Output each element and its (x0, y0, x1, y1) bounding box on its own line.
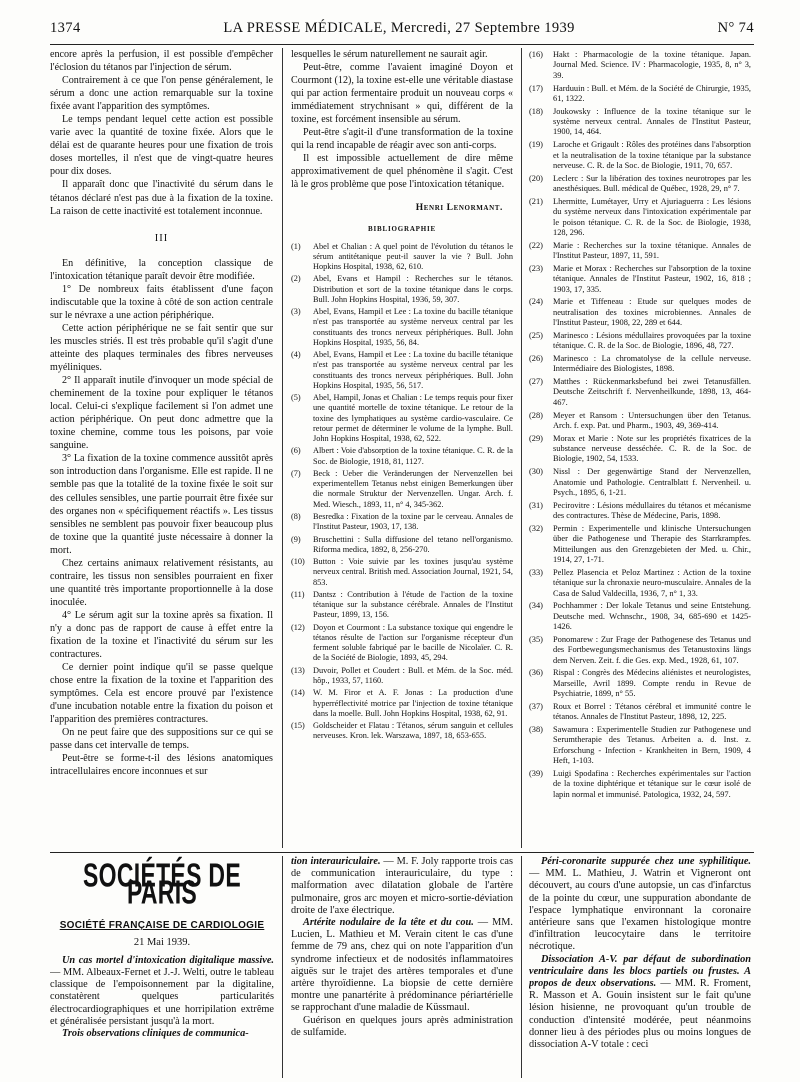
bibliography-entry (291, 721, 513, 741)
reference-text: Abel, Evans et Hampil : Recherches sur le tétanos. Distribution et sort de la toxine tétanique dans le corps. Bull. John Hopkins Hospital, 1936, 59, 307. (313, 274, 513, 304)
reference-text: Hakt : Pharmacologie de la toxine tétanique. Japan. Journal Med. Science. IV : Pharmacologie, 1935, 8, n° 3, 39. (553, 50, 751, 80)
paragraph: Il est impossible actuellement de dire même approximativement de quel phénomène il s'agit. C'est là le gros problème que pose l'intoxication tétanique. (291, 153, 513, 191)
paragraph: On ne peut faire que des suppositions sur ce qui se passe dans cet intervalle de temps. (50, 727, 273, 752)
column-rule (521, 856, 522, 1078)
reference-text: Nissl : Der gegenwärtige Stand der Nervenzellen, Anatomie und Pathologie. Centralblatt f. Nervenheil. u. Psych., 1895, 6, 1-21. (553, 467, 751, 497)
article-column-2 (291, 48, 513, 848)
reference-number: (30) (529, 467, 543, 477)
bibliography-entry (529, 107, 751, 138)
bibliography-entry (529, 411, 751, 432)
societes-title: SOCIÉTÉS DE PARIS (83, 856, 241, 912)
paragraph: Cette action périphérique ne se fait sentir que sur les muscles striés. Il est très probable qu'il s'agit d'une atteinte des plaques terminales des fibres nerveuses myéliniques. (50, 322, 273, 374)
reference-number: (21) (529, 196, 543, 206)
bibliography-entry (529, 501, 751, 522)
paragraph: Ce dernier point indique qu'il se passe quelque chose entre la fixation de la toxine et l'apparition des symptômes. Cela est encore prouvé par l'existence d'une incubation notable entre la fixation du poison et l'apparition des premières contractures. (50, 662, 273, 726)
header-rule (50, 44, 754, 45)
bibliography-entry (529, 668, 751, 699)
section-rule (50, 852, 754, 853)
reference-number: (37) (529, 701, 543, 711)
reference-text: Besredka : Fixation de la toxine par le cerveau. Annales de l'Institut Pasteur, 1903, 17, 138. (313, 512, 513, 532)
bibliography-entry (529, 140, 751, 171)
reference-number: (25) (529, 330, 543, 340)
bibliography-entry (291, 469, 513, 510)
reference-number: (35) (529, 634, 543, 644)
reference-text: Abel, Hampil, Jonas et Chalian : Le temps requis pour fixer une quantité mortelle de toxine tétanique. Le retour de la toxine des lymphatiques au système cardio-vasculaire. Ce retour permet de déterminer le volume de la lymphe. Bull. John Hopkins Hospital, 1938, 62, 522. (313, 393, 513, 444)
reference-number: (1) (291, 241, 301, 251)
bibliography-column-3 (529, 50, 751, 848)
reference-text: Dantsz : Contribution à l'étude de l'action de la toxine tétanique sur la substance cérébrale. Annales de l'Institut Pasteur, 1899, 13, 156. (313, 589, 513, 620)
paragraph: Contrairement à ce que l'on pense généralement, le sérum a donc une action remarquable sur la toxine fixée avant l'apparition des symptômes. (50, 75, 273, 113)
reference-text: Goldscheider et Flatau : Tétanos, sérum sanguin et cellules nerveuses. Kron. lek. Warszawa, 1897, 18, 653-655. (313, 721, 513, 741)
societes-column-1 (50, 856, 274, 1076)
reference-number: (34) (529, 601, 543, 611)
article-column-1 (50, 48, 273, 863)
bibliography-entry (291, 242, 513, 273)
reference-number: (3) (291, 307, 301, 317)
paragraph: Le temps pendant lequel cette action est possible varie avec la quantité de toxine fixée. Alors que le délai est de quarante heures pour une fixation de trois doses mortelles, il n'est que de vingt-quatre heures pour dix doses. (50, 114, 273, 178)
bibliography-entry (529, 174, 751, 195)
communication-2: tion interauriculaire. — M. F. Joly rapporte trois cas de communication interauriculaire, du type : malformation avec dilatation globale de l'artère pulmonaire, gros arc moyen et micro-sortie-déviation droite de l'axe électrique. (291, 856, 513, 916)
bibliography-entry (529, 601, 751, 632)
reference-text: Roux et Borrel : Tétanos cérébral et immunité contre le tétanos. Annales de l'Institut Pasteur, 1898, 12, 225. (553, 701, 751, 722)
reference-number: (11) (291, 589, 305, 599)
paragraph: Peut-être se forme-t-il des lésions anatomiques intracellulaires encore inconnues et sur (50, 753, 273, 778)
reference-number: (2) (291, 274, 301, 284)
reference-text: Joukowsky : Influence de la toxine tétanique sur le système nerveux central. Annales de l'Institut Pasteur, 1900, 14, 464. (553, 106, 751, 137)
reference-text: Marinesco : Lésions médullaires provoquées par la toxine tétanique. C. R. de la Soc. de Biologie, 1896, 48, 727. (553, 330, 751, 351)
paragraph: En définitive, la conception classique de l'intoxication tétanique paraît devoir être modifiée. (50, 257, 273, 282)
reference-text: Pellez Plasencia et Peloz Martinez : Action de la toxine tétanique sur la chronaxie neuro-musculaire. Annales de la Casa de Salud Valdecilla, 1936, 7, n° 1, 33. (553, 567, 751, 598)
bibliography-entry (529, 197, 751, 239)
reference-text: Bruschettini : Sulla diffusione del tetano nell'organismo. Riforma medica, 1892, 8, 256-270. (313, 534, 513, 554)
reference-text: Laroche et Grigault : Rôles des protéines dans l'absorption et la neutralisation de la toxine tétanique par la substance nerveuse. C. R. de la Soc. de Biologie, 1911, 70, 657. (553, 140, 751, 170)
reference-text: Abel, Evans, Hampil et Lee : La toxine du bacille tétanique n'est pas transportée au système nerveux central par les constituants des troncs nerveux périphériques. Bull. John Hopkins Hospital, 1935, 56, 517. (313, 350, 513, 390)
reference-text: Abel et Chalian : A quel point de l'évolution du tétanos le sérum antitétanique peut-il sauver la vie ? Bull. John Hopkins Hospital, 1938, 62, 610. (313, 241, 513, 272)
reference-number: (38) (529, 724, 543, 734)
paragraph: 2° Il apparaît inutile d'invoquer un mode spécial de cheminement de la toxine pour expliquer le tétanos local. Celui-ci s'explique facilement si l'on admet une action périphérique. On peut donc admettre que la toxine chemine, comme tous les poisons, par voie sanguine. (50, 375, 273, 452)
bibliography-entry (529, 84, 751, 105)
bibliography-entry (529, 524, 751, 566)
reference-text: Beck : Ueber die Veränderungen der Nervenzellen bei experimentellem Tetanus nebst einigen Bemerkungen über die normale Struktur der Nervenzellen. Ungar. Arch. f. Med. Wiesch., 1893, 11, n° 4, 345-362. (313, 469, 513, 509)
issue-number: N° 74 (717, 20, 754, 36)
reference-text: Luigi Spodafina : Recherches expérimentales sur l'action de la toxine diphtérique et tétanique sur le cœur isolé de lapin normal et immunisé. Patologica, 1932, 24, 597. (553, 768, 751, 799)
reference-text: Matthes : Rückenmarksbefund bei zwei Tetanusfällen. Deutsche Zeitschrift f. Nervenheilkunde, 1898, 13, 464-467. (553, 377, 751, 407)
bibliography-entry (291, 350, 513, 391)
bibliography-entry (529, 467, 751, 498)
bibliography-entry (291, 623, 513, 664)
paragraph: Peut-être, comme l'avaient imaginé Doyon et Courmont (12), la toxine est-elle une véritable diastase qui par action fermentaire produit un nouveau corps « immédiatement strychnisant » qui, différent de la toxine, est forcément insensible au sérum. (291, 62, 513, 126)
reference-number: (22) (529, 240, 543, 250)
reference-number: (17) (529, 83, 543, 93)
paragraph: Chez certains animaux relativement résistants, au contraire, les tissus non sensibles pourraient en fixer une quantité très importante proportionnelle à la dose inoculée. (50, 557, 273, 608)
communication-3: Artérite nodulaire de la tête et du cou. — MM. Lucien, L. Mathieu et M. Verain citent le cas d'une femme de 79 ans, chez qui on note l'apparition d'un syndrome infectieux et de nodosités inflammatoires aiguës sur le trajet des artères temporales et d'une artère thyroïdienne. La biopsie de cette dernière montre une panartérite à prédominance périartérielle se rapprochant d'une maladie de Küssmaul. (291, 917, 513, 1014)
reference-number: (12) (291, 622, 305, 632)
bibliography-entry (291, 688, 513, 719)
bibliography-entry (529, 331, 751, 352)
reference-number: (39) (529, 768, 543, 778)
reference-number: (5) (291, 393, 301, 403)
bibliography-entry (291, 535, 513, 555)
reference-number: (15) (291, 721, 305, 731)
reference-number: (23) (529, 263, 543, 273)
bibliography-entry (529, 769, 751, 800)
paragraph: encore après la perfusion, il est possible d'empêcher l'éclosion du tétanos par l'injection de sérum. (50, 49, 273, 74)
reference-number: (26) (529, 353, 543, 363)
reference-text: Permin : Experimentelle und klinische Untersuchungen über die Pathogenese und Therapie des Starrkrampfes. Mitteilungen aus den Grenzgebieten der Med. u. Chir., 1914, 27, 1-71. (553, 523, 751, 565)
reference-number: (6) (291, 446, 301, 456)
reference-number: (27) (529, 377, 543, 387)
reference-text: Marie et Tiffeneau : Etude sur quelques modes de neutralisation des toxines microbiennes. Annales de l'Institut Pasteur, 1908, 22, 289 et 644. (553, 297, 751, 328)
reference-number: (36) (529, 668, 543, 678)
bibliography-entry (529, 702, 751, 723)
society-name: SOCIÉTÉ FRANÇAISE DE CARDIOLOGIE (59, 920, 265, 932)
communication-4: Péri-coronarite suppurée chez une syphilitique. — MM. L. Mathieu, J. Watrin et Vigneront ont découvert, au cours d'une autopsie, un cas d'infarctus de la pointe du cœur, une suppuration abondante de l'espace lymphatique environnant la coronaire antérieure sans que l'examen histologique montre d'infiltration leucocytaire dans le territoire nécrotique. (529, 856, 751, 953)
bibliography-entry (291, 307, 513, 348)
reference-text: Rispal : Congrès des Médecins aliénistes et neurologistes, Marseille, Avril 1899. Compte rendu in Revue de Psychiatrie, 1899, n° 55. (553, 668, 751, 699)
bibliography-entry (291, 590, 513, 621)
reference-text: Lhermitte, Lumétayer, Urry et Ajuriaguerra : Les lésions du système nerveux dans l'intoxication expérimentale par le poison tétanique. C. R. de la Soc. de Biologie, 1938, 128, 296. (553, 196, 751, 237)
paragraph: lesquelles le sérum naturellement ne saurait agir. (291, 49, 488, 60)
bibliography-entry (529, 568, 751, 599)
reference-number: (24) (529, 297, 543, 307)
paragraph: Peut-être s'agit-il d'une transformation de la toxine qui la rend incapable de réagir avec son anti-corps. (291, 127, 513, 152)
reference-text: Pochhammer : Der lokale Tetanus und seine Entstehung. Deutsche med. Wchnschr., 1908, 34, 685-690 et 1425-1426. (553, 601, 751, 632)
column-rule (282, 48, 283, 848)
bibliography-entry (291, 512, 513, 532)
bibliography-entry (529, 50, 751, 81)
session-date: 21 Mai 1939. (133, 936, 191, 948)
paragraph: 3° La fixation de la toxine commence aussitôt après son introduction dans l'organisme. Elle est rapide. Il ne semble pas que la totalité de la toxine fixée le soit sur des cellules sensibles, une partie pourrait être fixée sur des organes non « spécifiquement réactifs ». Les tissus sensibles ne semblent pas pouvoir fixer beaucoup plus de toxine que la quantité juste nécessaire à donner la mort. (50, 453, 273, 556)
reference-text: Marie et Morax : Recherches sur l'absorption de la toxine tétanique. Annales de l'Institut Pasteur, 1902, 16, 818 ; 1903, 17, 335. (553, 263, 751, 294)
reference-number: (33) (529, 567, 543, 577)
reference-text: Abel, Evans, Hampil et Lee : La toxine du bacille tétanique n'est pas transportée au système nerveux central par les constituants des troncs nerveux périphériques. Bull. John Hopkins Hospital, 1935, 56, 84. (313, 307, 513, 347)
societes-column-2 (291, 856, 513, 1076)
communication-3-conclusion: Guérison en quelques jours après administration de sulfamide. (291, 1014, 513, 1038)
reference-number: (31) (529, 500, 543, 510)
reference-text: Doyon et Courmont : La substance toxique qui engendre le tétanos résulte de l'action sur l'organisme récepteur d'un ferment soluble fabriqué par le bacille de Nicolaïer. C. R. de la Société de Biologie, 1893, 45, 294. (313, 622, 513, 663)
reference-text: Duvoir, Pollet et Coudert : Bull. et Mém. de la Soc. méd. hôp., 1933, 57, 1160. (313, 665, 513, 685)
reference-number: (19) (529, 140, 543, 150)
reference-number: (10) (291, 557, 305, 567)
bibliography-entry (291, 446, 513, 466)
communication-5: Dissociation A-V. par défaut de subordination ventriculaire dans les blocs partiels ou frustes. A propos de deux observations. — MM. R. Froment, R. Masson et A. Gouin insistent sur le fait qu'une lésion hisienne, ne provoquant qu'un trouble de conduction d'intensité modérée, peut néanmoins donner lieu à des périodes plus ou moins longues de dissociation A-V totale : ceci (529, 953, 751, 1051)
bibliography-entry (529, 264, 751, 295)
reference-number: (18) (529, 106, 543, 116)
reference-number: (29) (529, 433, 543, 443)
page-number: 1374 (50, 20, 81, 36)
page-header (50, 20, 754, 42)
column-rule (521, 48, 522, 848)
communication-1: Un cas mortel d'intoxication digitalique massive. — MM. Albeaux-Fernet et J.-J. Welti, outre le tableau classique de l'empoisonnement par la digitaline, constatèrent quelques particularités électrocardiographiques et une horripilation extrême et généralisée persistant jusqu'à la mort. (50, 954, 274, 1027)
author-signature: Henri Lenormant. (415, 202, 503, 213)
bibliography-entry (291, 393, 513, 444)
reference-text: Button : Voie suivie par les toxines jusqu'au système nerveux central. British med. Association Journal, 1921, 54, 853. (313, 557, 513, 587)
reference-text: Morax et Marie : Note sur les propriétés fixatrices de la substance nerveuse desséchée. C. R. de la Soc. de Biologie, 1902, 54, 1533. (553, 433, 751, 464)
bibliography-entry (529, 377, 751, 408)
reference-text: Pecirovitre : Lésions médullaires du tétanos et mécanisme des contractures. Thèse de Médecine, Paris, 1898. (553, 500, 751, 521)
bibliography-entry (529, 725, 751, 767)
reference-text: Ponomarew : Zur Frage der Pathogenese des Tetanus und des Fortbewegungsmechanismus des Tetanustoxins längs dem Nerven. Zeit. f. die Ges. exp. Med., 1928, 61, 107. (553, 634, 751, 665)
reference-number: (13) (291, 665, 305, 675)
bibliography-entry (291, 274, 513, 305)
reference-number: (9) (291, 534, 301, 544)
societes-column-3 (529, 856, 751, 1076)
column-rule (282, 856, 283, 1078)
reference-number: (32) (529, 523, 543, 533)
bibliography-entry (529, 354, 751, 375)
bibliography-entry (529, 434, 751, 465)
reference-number: (20) (529, 173, 543, 183)
reference-number: (7) (291, 469, 301, 478)
bibliography-heading: BIBLIOGRAPHIE (368, 224, 436, 233)
reference-text: Sawamura : Experimentelle Studien zur Pathogenese und Serumtherapie des Tetanus. Arbeiten a. d. Inst. z. Erforschung - Infection - Krankheiten in Bern, 1909, 4 Heft, 1-103. (553, 724, 751, 766)
reference-text: W. M. Firor et A. F. Jonas : La production d'une hyperréflectivité motrice par l'injection de toxine tétanique dans la moelle. Bull. John Hopkins Hospital, 1938, 62, 91. (313, 688, 513, 718)
reference-text: Meyer et Ransom : Untersuchungen über den Tetanus. Arch. f. exp. Pat. und Pharm., 1903, 49, 369-414. (553, 410, 751, 430)
bibliography-entry (529, 297, 751, 328)
reference-number: (16) (529, 50, 543, 59)
reference-text: Albert : Voie d'absorption de la toxine tétanique. C. R. de la Soc. de Biologie, 1918, 81, 1127. (313, 446, 513, 466)
bibliography-entry (529, 241, 751, 262)
reference-number: (28) (529, 410, 543, 420)
reference-text: Leclerc : Sur la libération des toxines neurotropes par les anesthésiques. Bull. médical de Québec, 1928, 29, n° 7. (553, 173, 751, 194)
reference-text: Harduuin : Bull. et Mém. de la Société de Chirurgie, 1935, 61, 1322. (553, 83, 751, 103)
reference-number: (8) (291, 512, 301, 521)
paragraph: 1° De nombreux faits établissent d'une façon indiscutable que la toxine à côté de son action centrale sur le névraxe a une action périphérique. (50, 283, 273, 321)
bibliography-entry (291, 557, 513, 588)
paragraph: 4° Le sérum agit sur la toxine après sa fixation. Il n'y a donc pas de rapport de cause à effet entre la fixation de la toxine et l'inactivité du sérum sur les contractures. (50, 609, 273, 661)
section-number: III (154, 232, 169, 244)
communication-2-title: Trois observations cliniques de communica- (62, 1028, 249, 1040)
reference-number: (4) (291, 350, 301, 360)
reference-number: (14) (291, 688, 305, 698)
journal-title: LA PRESSE MÉDICALE, Mercredi, 27 Septembre 1939 (223, 20, 575, 36)
reference-text: Marie : Recherches sur la toxine tétanique. Annales de l'Institut Pasteur, 1897, 11, 591. (553, 240, 751, 261)
paragraph: Il apparaît donc que l'inactivité du sérum dans le tétanos déclaré n'est pas due à la fixation de la toxine. La raison de cette inactivité est totalement inconnue. (50, 179, 273, 217)
bibliography-entry (529, 635, 751, 666)
bibliography-entry (291, 666, 513, 686)
reference-text: Marinesco : La chromatolyse de la cellule nerveuse. Intermédiaire des Biologistes, 1898. (553, 353, 751, 374)
